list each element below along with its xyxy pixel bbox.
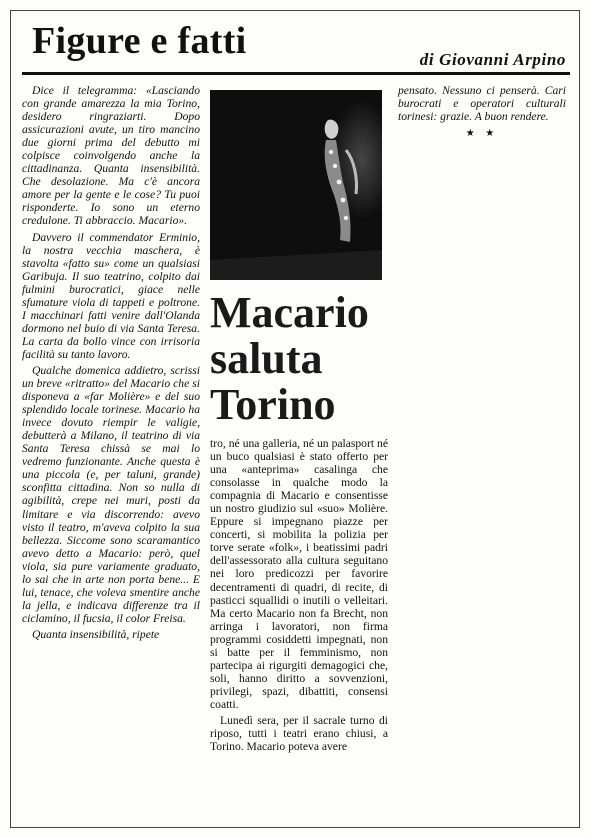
end-mark-stars: ★ ★ [465,128,499,140]
paragraph: Davvero il commendator Erminio, la nostra vecchia maschera, è stavolta «fatto su» come un qualsiasi Garibuja. Il suo teatrino, colpito dai fulmini burocratici, giace nelle sfumature viola di tappeti e poltrone. I macchinari fatti venire dall'Olanda dormono nel buio di via Santa Teresa. La carta da bollo vince con irrisoria facilità su tanto lavoro. [22,230,200,361]
article-column-3 [398,84,566,140]
headline-line: Macario [210,288,369,337]
paragraph: tro, né una galleria, né un palasport né un buco qualsiasi è stato offerto per una «anteprima» casalinga che consolasse in qualche modo la compagnia di Macario e consentisse un nostro giudizio sul «suo» Molière. Eppure si impegnano piazze per concerti, si mobilita la polizia per torve serate «folk», i beatissimi padri dell'assessorato alla cultura seguitano nei loro predicozzi per favorire decentramenti di quadri, di recite, di pasticci squallidi o inutili o velleitari. Ma certo Macario non fa Brecht, non arringa i lavoratori, non firma programmi cosiddetti impegnati, non si batte per il femminismo, non partecipa ai rigurgiti demagogici che, soli, hanno diritto a sovvenzioni, privilegi, spazi, dibattiti, consensi coatti. [210,437,388,711]
article-photo [210,90,382,280]
section-title: Figure e fatti [32,20,247,62]
headline-line: Torino [210,380,336,429]
paragraph: Dice il telegramma: «Lasciando con grande amarezza la mia Torino, desidero ringraziarti. Dopo assicurazioni avute, un tiro mancino due giorni prima del debutto mi colpisce coinvolgendo anche la cittadinanza. Quanta insensibilità. Che desolazione. Ma c'è ancora amore per la gente e le cose? Tu puoi risponderte. Io sono un eterno credulone. Ti abbraccio. Macario». [22,84,200,228]
article-column-2 [210,437,388,828]
byline: di Giovanni Arpino [419,50,566,69]
stage-performer-photo-icon [210,90,382,280]
paragraph: Quanta insensibilità, ripete [32,627,160,641]
paragraph: Qualche domenica addietro, scrissi un breve «ritratto» del Macario che si disponeva a «far Molière» e del suo splendido locale torinese. Macario ha invece dovuto riempir le valigie, debutterà a Milano, il teatrino di via Santa Teresa chissà se mai lo vedremo funzionante. Anche questa è una piccola (e, per taluni, grande) sconfitta cittadina. Non so nulla di agibilità, crepe nei muri, posti da limitare e via discorrendo: avevo visto il teatro, m'aveva colpito la sua bellezza. Siccome sono scaramantico avevo detto a Macario: però, quel viola, sia pure variamente graduato, lo sai che in arte non porta bene... E lui, tenace, che voleva smentire anche la jella, e indicava differenze tra il ciclamino, il fucsia, il color Freisa. [22,363,200,625]
article-headline [210,290,388,428]
headline-line: saluta [210,334,323,383]
paragraph: Lunedì sera, per il sacrale turno di riposo, tutti i teatri erano chiusi, a Torino. Macario poteva avere [210,713,388,754]
paragraph: pensato. Nessuno ci penserà. Cari burocrati e operatori culturali torinesi: grazie. A buon rendere. [398,84,566,124]
header-rule [22,72,570,75]
article-column-1 [22,84,200,828]
